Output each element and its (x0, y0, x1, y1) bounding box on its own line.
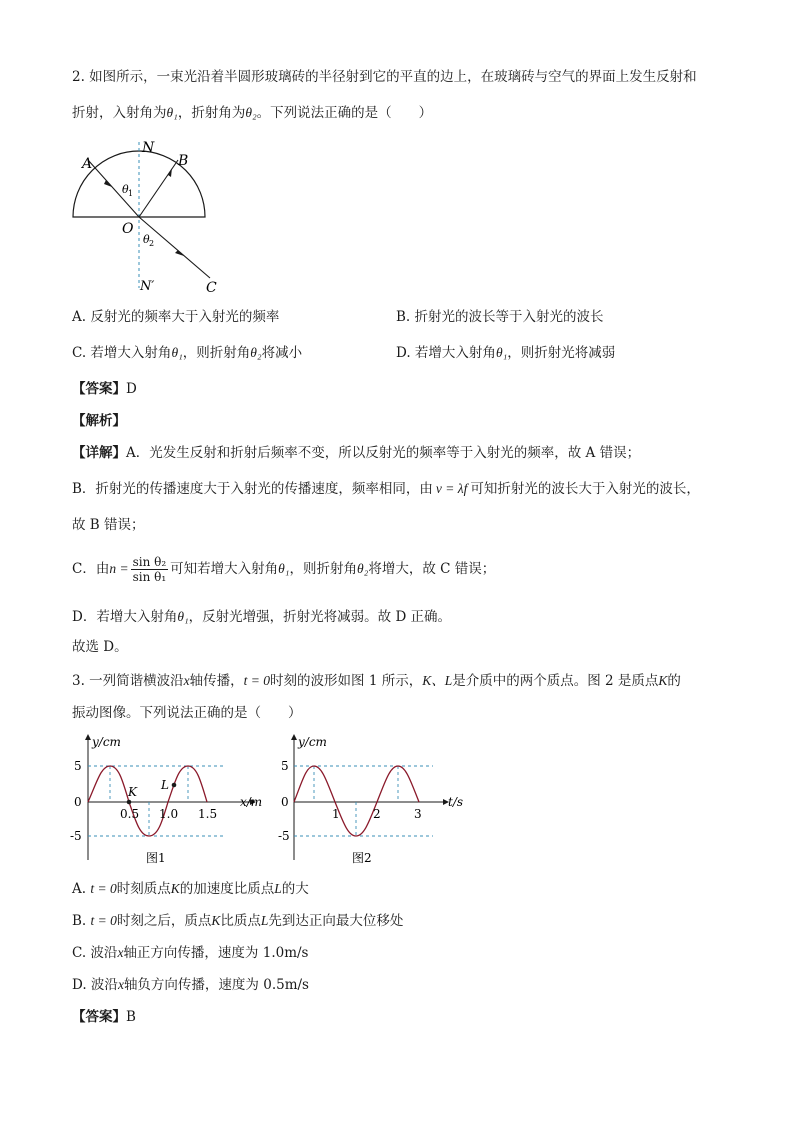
formula-v-lambda-f: v = λf (435, 481, 468, 496)
point-K-dot (127, 800, 132, 805)
var-x: x (117, 977, 124, 992)
point-K: K (211, 913, 221, 928)
detail-text: B．折射光的传播速度大于入射光的传播速度，频率相同，由 (72, 481, 433, 497)
vibration-curve (294, 766, 419, 836)
q2-figure (60, 130, 230, 300)
label-Nprime: N′ (140, 279, 155, 294)
q2-option-b: B. 折射光的波长等于入射光的波长 (396, 309, 604, 325)
opt-text: 的加速度比质点 (179, 881, 275, 897)
detail-text: C．由 (72, 561, 110, 577)
point-K: K (658, 673, 668, 688)
detail-text: 可知折射光的波长大于入射光的波长， (470, 481, 700, 497)
points-KL: K、L (422, 673, 453, 688)
q3-answer (72, 1008, 136, 1026)
fig2-y0: 0 (281, 795, 289, 809)
point-L-dot (172, 783, 177, 788)
theta1: θ₁ (171, 345, 183, 360)
detail-text: 可知若增大入射角 (170, 561, 279, 577)
fig2-ylabel: y/cm (298, 735, 327, 749)
var-x: x (183, 673, 190, 688)
q2-analysis-tag: 【解析】 (72, 413, 126, 429)
formula-n: n = (109, 561, 129, 576)
q2-option-a: A. 反射光的频率大于入射光的频率 (72, 309, 280, 325)
detail-text: 将增大，故 C 错误； (368, 561, 496, 577)
opt-text: D. 若增大入射角 (396, 345, 496, 361)
q2-stem-line2 (72, 104, 432, 122)
detail-text: ，反射光增强，折射光将减弱。故 D 正确。 (188, 609, 452, 625)
fig2-yn5: -5 (278, 829, 290, 843)
opt-text: B. (72, 913, 87, 929)
q2-option-c (72, 344, 302, 362)
fig1-x10: 1.0 (159, 807, 179, 821)
label-C: C (206, 280, 217, 296)
t-equals-0: t = 0 (90, 913, 117, 928)
label-theta2: θ (143, 233, 150, 246)
label-A: A (82, 156, 93, 172)
detail-text: D．若增大入射角 (72, 609, 178, 625)
q2-detail-c (72, 551, 495, 587)
q3-option-c (72, 944, 308, 962)
q2-option-d (396, 344, 615, 362)
opt-text: A. (72, 881, 87, 897)
fig2-xlabel: t/s (448, 795, 464, 809)
q3-stem-line2: 振动图像。下列说法正确的是（ ） (72, 705, 302, 721)
q2-theta2: θ₂ (245, 105, 257, 120)
theta1: θ₁ (495, 345, 508, 360)
opt-text: 先到达正向最大位移处 (268, 913, 404, 929)
fraction-numerator: sin θ₂ (132, 555, 167, 569)
point-K: K (170, 881, 180, 896)
opt-text: ，则折射光将减弱 (507, 345, 616, 361)
q2-detail-a (72, 444, 640, 462)
opt-text: 比质点 (220, 913, 261, 929)
fig1-caption: 图1 (146, 851, 166, 865)
fig1-y0: 0 (74, 795, 82, 809)
label-O: O (122, 221, 134, 237)
reflected-ray (139, 160, 178, 217)
stem-text: 的 (667, 673, 681, 689)
q3-option-b (72, 912, 403, 930)
opt-text: 时刻质点 (116, 881, 171, 897)
refraction-fraction (131, 555, 169, 584)
q3-figure1 (70, 730, 270, 870)
wave-curve (88, 766, 207, 836)
fig1-yn5: -5 (70, 829, 82, 843)
q2-stem-text: ，折射角为 (177, 105, 246, 121)
fig2-t2: 2 (373, 807, 381, 821)
theta2: θ₂ (357, 561, 369, 576)
stem-text: 轴传播， (189, 673, 244, 689)
q2-choose: 故选 D。 (72, 639, 128, 655)
fig1-ylabel: y/cm (92, 735, 121, 749)
q3-option-a (72, 880, 309, 898)
t-equals-0: t = 0 (243, 673, 271, 688)
answer-tag: 【答案】 (72, 1009, 126, 1025)
opt-text: D. 波沿 (72, 977, 118, 993)
q3-stem-line1 (72, 672, 681, 690)
stem-text: 时刻的波形如图 1 所示， (270, 673, 423, 689)
answer-value: D (126, 381, 137, 397)
stem-text: 是介质中的两个质点。图 2 是质点 (452, 673, 659, 689)
label-N: N (142, 140, 155, 156)
t-equals-0: t = 0 (90, 881, 117, 896)
q3-option-d (72, 976, 309, 994)
label-theta2-sub: 2 (149, 239, 155, 248)
fig1-x15: 1.5 (198, 807, 218, 821)
fig2-t1: 1 (332, 807, 340, 821)
fig1-y5: 5 (74, 759, 82, 773)
detail-text: A．光发生反射和折射后频率不变，所以反射光的频率等于入射光的频率，故 A 错误； (126, 445, 641, 461)
theta2: θ₂ (250, 345, 262, 360)
stem-text: 3. 一列简谐横波沿 (72, 673, 184, 689)
theta1: θ₁ (278, 561, 290, 576)
opt-text: 的大 (281, 881, 309, 897)
fraction-denominator: sin θ₁ (132, 570, 167, 584)
var-x: x (117, 945, 124, 960)
opt-text: 轴负方向传播，速度为 0.5m/s (123, 977, 309, 993)
q2-theta1: θ₁ (166, 105, 178, 120)
opt-text: 时刻之后，质点 (116, 913, 212, 929)
q2-detail-d (72, 608, 451, 626)
point-L: L (260, 913, 269, 928)
label-theta1-sub: 1 (128, 189, 134, 198)
q2-stem-line1: 2. 如图所示，一束光沿着半圆形玻璃砖的半径射到它的平直的边上，在玻璃砖与空气的界面上发生反射和 (72, 69, 697, 85)
q2-detail-b2: 故 B 错误； (72, 517, 145, 533)
opt-text: 将减小 (261, 345, 303, 361)
answer-value: B (126, 1009, 136, 1025)
point-L: L (274, 881, 282, 896)
label-theta1: θ (122, 183, 129, 196)
fig2-y5: 5 (281, 759, 289, 773)
opt-text: ，则折射角 (182, 345, 251, 361)
opt-text: C. 波沿 (72, 945, 118, 961)
q2-stem-text: 。下列说法正确的是（ ） (256, 105, 433, 121)
opt-text: C. 若增大入射角 (72, 345, 172, 361)
fig1-x05: 0.5 (120, 807, 140, 821)
fig1-label-K: K (128, 785, 137, 799)
q2-answer (72, 380, 137, 398)
label-B: B (178, 153, 189, 169)
detail-text: ，则折射角 (289, 561, 357, 577)
theta1: θ₁ (177, 609, 189, 624)
q2-stem-text: 折射，入射角为 (72, 105, 167, 121)
fig2-caption: 图2 (352, 851, 372, 865)
fig2-t3: 3 (414, 807, 422, 821)
answer-tag: 【答案】 (72, 381, 126, 397)
fig1-xlabel: x/m (240, 795, 263, 809)
opt-text: 轴正方向传播，速度为 1.0m/s (123, 945, 309, 961)
detail-tag: 【详解】 (72, 445, 126, 461)
fig1-label-L: L (161, 778, 169, 792)
q3-figure2 (278, 730, 478, 870)
q2-detail-b1 (72, 480, 700, 498)
